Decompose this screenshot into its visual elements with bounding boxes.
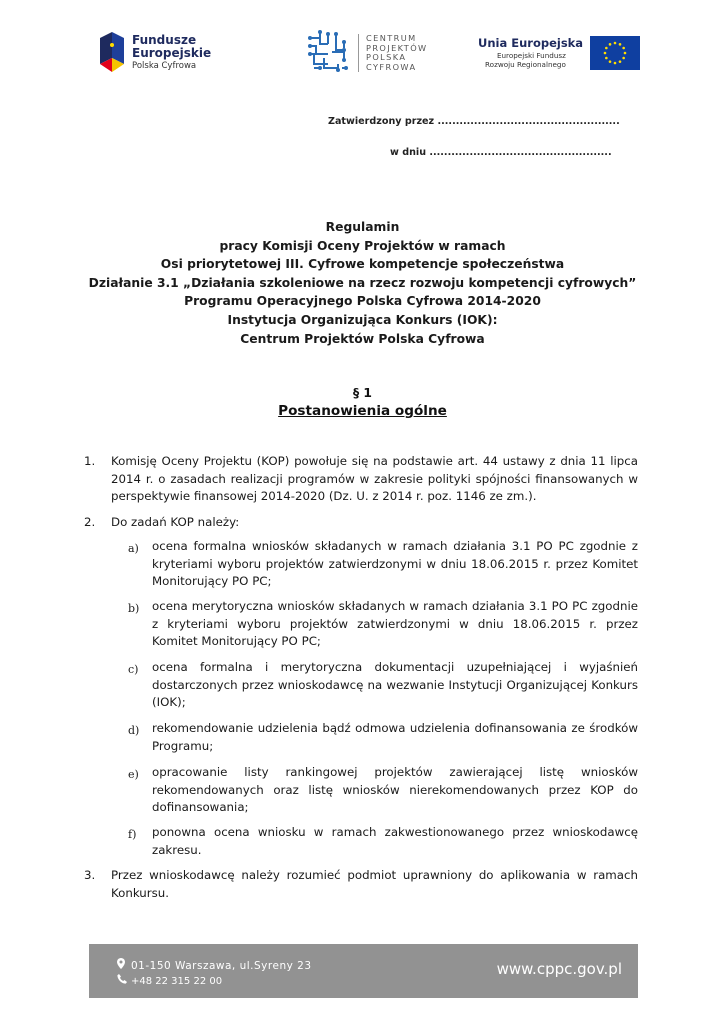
cppc-line: POLSKA <box>366 52 407 63</box>
title-line: Działanie 3.1 „Działania szkoleniowe na rzecz rozwoju kompetencji cyfrowych” <box>88 275 637 290</box>
subitem-letter: c) <box>128 663 139 676</box>
fundusze-europejskie-mark-icon <box>96 32 128 72</box>
title-line: Instytucja Organizująca Konkurs (IOK): <box>227 312 498 327</box>
page-footer <box>89 944 638 998</box>
item-number: 3. <box>84 868 96 882</box>
eu-star-icon <box>605 57 608 60</box>
item-text: Przez wnioskodawcę należy rozumieć podmiot uprawniony do aplikowania w ramach Konkursu. <box>111 868 638 900</box>
item-text: Komisję Oceny Projektu (KOP) powołuje się na podstawie art. 44 ustawy z dnia 11 lipca 2014 r. o zasadach realizacji programów w zakresie polityki spójności finansowanych w perspektywie finansowej 2014-2020 (Dz. U. z 2014 r. poz. 1146 ze zm.). <box>111 454 638 504</box>
fe-line2: Europejskie <box>132 46 212 60</box>
footer-address-text: 01-150 Warszawa, ul.Syreny 23 <box>131 960 312 972</box>
cppc-line: CYFROWA <box>366 61 417 72</box>
eu-star-icon <box>614 42 617 45</box>
subitem-letter: a) <box>128 542 139 555</box>
footer-phone-text: +48 22 315 22 00 <box>131 976 223 987</box>
subitem-letter: e) <box>128 768 139 781</box>
ue-title: Unia Europejska <box>478 36 584 50</box>
subitem-letter: f) <box>128 828 137 841</box>
subitem-text: ocena formalna i merytoryczna dokumentacji uzupełniającej i wyjaśnień dostarczonych przez wnioskodawcę na wezwanie Instytucji Organizującej Konkurs (IOK); <box>152 660 638 710</box>
ue-sub-line1: Europejski Fundusz <box>496 51 566 60</box>
phone-icon <box>117 974 131 987</box>
approval-date-line: w dniu .................................................. <box>390 147 612 158</box>
cppc-text <box>366 34 428 72</box>
cppc-logo <box>302 28 432 76</box>
title-line: Programu Operacyjnego Polska Cyfrowa 2014-2020 <box>184 294 541 309</box>
subitem-text: ocena formalna wniosków składanych w ramach działania 3.1 PO PC zgodnie z kryteriami wyboru projektów zatwierdzonymi w dniu 18.06.2015 r. przez Komitet Monitorujący PO PC; <box>152 539 638 589</box>
footer-website-link[interactable]: www.cppc.gov.pl <box>496 960 622 978</box>
eu-star-icon <box>619 60 622 63</box>
section-heading: Postanowienia ogólne <box>278 403 447 419</box>
cppc-separator <box>358 34 359 72</box>
fe-line3: Polska Cyfrowa <box>132 61 197 71</box>
map-pin-icon <box>117 958 131 972</box>
approved-by-line: Zatwierdzony przez .................................................. <box>328 116 620 127</box>
item-text: Do zadań KOP należy: <box>111 515 240 529</box>
footer-phone <box>117 974 222 987</box>
title-line: pracy Komisji Oceny Projektów w ramach <box>219 238 506 253</box>
document-title <box>60 218 665 348</box>
subitem-text: opracowanie listy rankingowej projektów zawierającej listę wniosków rekomendowanych oraz listę wniosków nierekomendowanych przez KOP do dofinansowania; <box>152 765 638 815</box>
eu-star-icon <box>605 47 608 50</box>
fe-line1: Fundusze <box>132 33 197 47</box>
title-line: Osi priorytetowej III. Cyfrowe kompetencje społeczeństwa <box>160 257 565 272</box>
fundusze-europejskie-logo <box>96 30 212 76</box>
ue-subtitle <box>485 51 566 69</box>
eu-star-icon <box>622 47 625 50</box>
eu-star-icon <box>622 57 625 60</box>
subitem-letter: d) <box>128 724 140 737</box>
cppc-line: PROJEKTÓW <box>366 42 428 53</box>
paragraph-number: § 1 <box>353 386 372 400</box>
subitem-text: ocena merytoryczna wniosków składanych w ramach działania 3.1 PO PC zgodnie z kryteriami wyboru projektów zatwierdzonymi w dniu 18.06.2015 r. przez Komitet Monitorujący PO PC; <box>152 599 638 649</box>
cppc-line: CENTRUM <box>366 33 417 43</box>
title-line: Centrum Projektów Polska Cyfrowa <box>240 331 485 346</box>
eu-star-icon <box>609 60 612 63</box>
subitem-letter: b) <box>128 602 140 615</box>
eu-star-icon <box>619 43 622 46</box>
title-line: Regulamin <box>325 220 400 234</box>
eu-star-icon <box>624 52 627 55</box>
footer-address <box>117 958 312 972</box>
eu-star-icon <box>604 52 607 55</box>
subitem-text: rekomendowanie udzielenia bądź odmowa udzielenia dofinansowania ze środków Programu; <box>152 721 638 753</box>
ue-sub-line2: Rozwoju Regionalnego <box>485 60 566 69</box>
unia-europejska-logo <box>478 36 628 74</box>
fundusze-europejskie-text <box>132 34 211 73</box>
subitem-text: ponowna ocena wniosku w ramach zakwestionowanego przez wnioskodawcę zakresu. <box>152 825 638 857</box>
eu-star-icon <box>614 62 617 65</box>
eu-star-icon <box>609 43 612 46</box>
cppc-circuit-icon <box>302 28 352 76</box>
eu-flag-icon <box>590 36 640 70</box>
item-number: 1. <box>84 454 96 468</box>
item-number: 2. <box>84 515 96 529</box>
